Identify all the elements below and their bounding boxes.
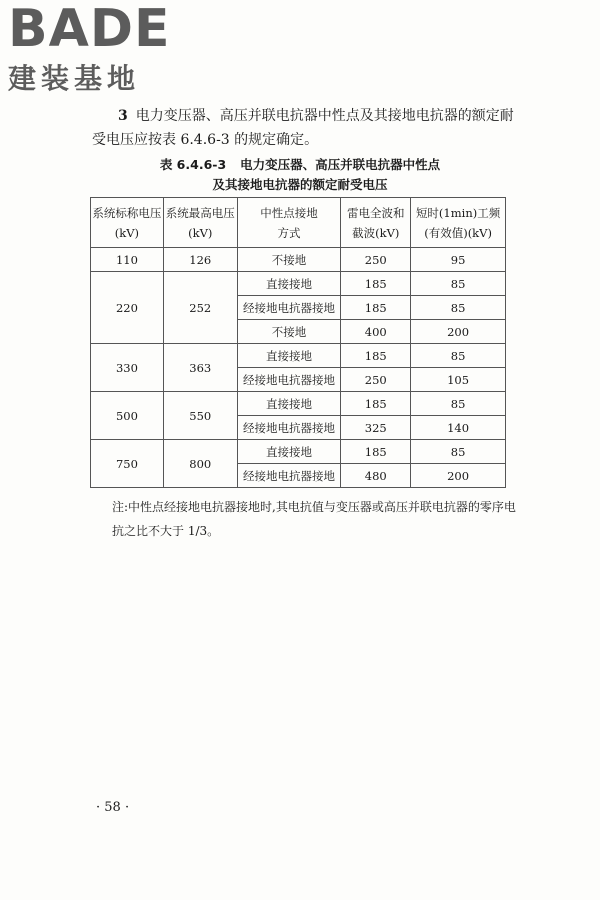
clause-text: 电力变压器、高压并联电抗器中性点及其接地电抗器的额定耐受电压应按表 6.4.6-3 的规定确定。 <box>92 108 514 148</box>
table-header-row <box>91 198 506 248</box>
page-number: · 58 · <box>96 800 130 815</box>
clause-paragraph <box>92 104 522 152</box>
table-number: 表 6.4.6-3 <box>159 157 227 172</box>
table-note <box>92 495 522 543</box>
cell-lightning-impulse: 185 <box>341 440 411 464</box>
cell-grounding-mode: 直接接地 <box>237 344 341 368</box>
cell-highest-voltage: 252 <box>163 272 237 344</box>
table-row <box>91 392 506 416</box>
note-line-2: 抗之比不大于 1/3。 <box>112 524 220 538</box>
cell-grounding-mode: 直接接地 <box>237 392 341 416</box>
cell-grounding-mode: 直接接地 <box>237 440 341 464</box>
cell-highest-voltage: 363 <box>163 344 237 392</box>
cell-lightning-impulse: 185 <box>341 392 411 416</box>
header-grounding-mode: 中性点接地 方式 <box>237 198 341 248</box>
cell-lightning-impulse: 185 <box>341 272 411 296</box>
cell-highest-voltage: 126 <box>163 248 237 272</box>
table-row <box>91 272 506 296</box>
cell-power-frequency: 95 <box>411 248 506 272</box>
cell-lightning-impulse: 480 <box>341 464 411 488</box>
cell-nominal-voltage: 750 <box>91 440 164 488</box>
cell-lightning-impulse: 250 <box>341 368 411 392</box>
cell-power-frequency: 85 <box>411 296 506 320</box>
logo-subtitle: 建装基地 <box>8 62 141 95</box>
table-caption-line2: 及其接地电抗器的额定耐受电压 <box>212 177 388 192</box>
cell-power-frequency: 85 <box>411 272 506 296</box>
cell-power-frequency: 105 <box>411 368 506 392</box>
header-power-frequency: 短时(1min)工频 (有效值)(kV) <box>411 198 506 248</box>
publisher-logo <box>8 2 178 96</box>
logo-mark: BADE <box>8 0 171 59</box>
cell-grounding-mode: 不接地 <box>237 320 341 344</box>
cell-lightning-impulse: 250 <box>341 248 411 272</box>
cell-power-frequency: 85 <box>411 440 506 464</box>
table-row <box>91 344 506 368</box>
cell-highest-voltage: 800 <box>163 440 237 488</box>
header-highest-voltage: 系统最高电压 (kV) <box>163 198 237 248</box>
header-nominal-voltage: 系统标称电压 (kV) <box>91 198 164 248</box>
cell-nominal-voltage: 330 <box>91 344 164 392</box>
cell-nominal-voltage: 500 <box>91 392 164 440</box>
cell-power-frequency: 140 <box>411 416 506 440</box>
cell-grounding-mode: 经接地电抗器接地 <box>237 296 341 320</box>
cell-grounding-mode: 经接地电抗器接地 <box>237 416 341 440</box>
clause-number: 3 <box>118 108 128 124</box>
cell-nominal-voltage: 110 <box>91 248 164 272</box>
cell-power-frequency: 200 <box>411 320 506 344</box>
header-lightning-impulse: 雷电全波和 截波(kV) <box>341 198 411 248</box>
withstand-voltage-table <box>90 197 506 488</box>
cell-highest-voltage: 550 <box>163 392 237 440</box>
cell-lightning-impulse: 400 <box>341 320 411 344</box>
note-line-1: 注:中性点经接地电抗器接地时,其电抗值与变压器或高压并联电抗器的零序电 <box>112 500 516 514</box>
cell-grounding-mode: 经接地电抗器接地 <box>237 464 341 488</box>
table-row <box>91 440 506 464</box>
table-row <box>91 248 506 272</box>
cell-power-frequency: 200 <box>411 464 506 488</box>
cell-nominal-voltage: 220 <box>91 272 164 344</box>
cell-grounding-mode: 不接地 <box>237 248 341 272</box>
cell-grounding-mode: 经接地电抗器接地 <box>237 368 341 392</box>
cell-grounding-mode: 直接接地 <box>237 272 341 296</box>
cell-power-frequency: 85 <box>411 344 506 368</box>
cell-lightning-impulse: 325 <box>341 416 411 440</box>
cell-lightning-impulse: 185 <box>341 296 411 320</box>
cell-lightning-impulse: 185 <box>341 344 411 368</box>
table-caption-line1 <box>90 155 510 173</box>
table-title-line1: 电力变压器、高压并联电抗器中性点 <box>240 157 441 172</box>
cell-power-frequency: 85 <box>411 392 506 416</box>
